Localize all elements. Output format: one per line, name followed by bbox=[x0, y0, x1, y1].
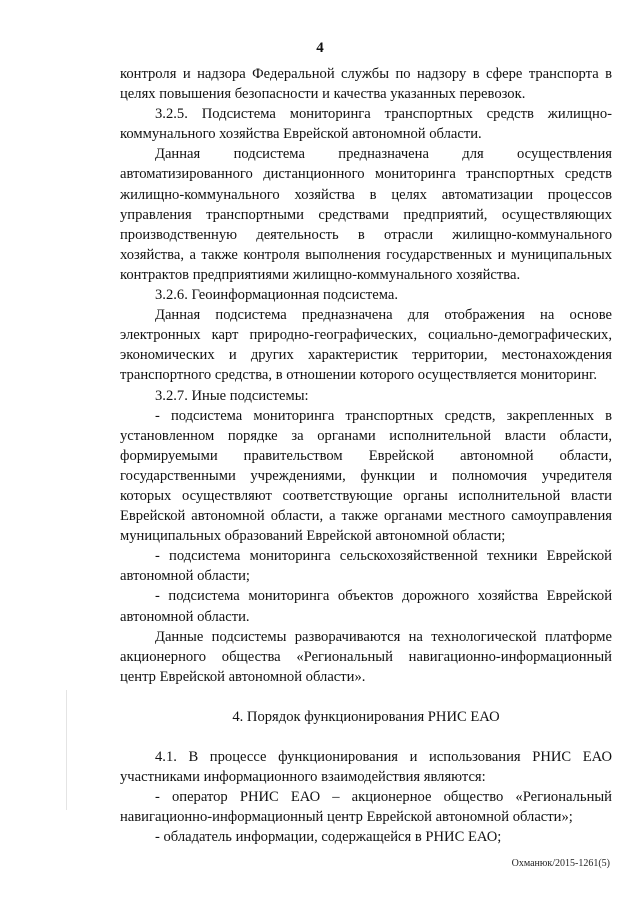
paragraph-3-2-5-description: Данная подсистема предназначена для осуществления автоматизированного дистанционного мониторинга транспортных средств жилищно-коммунального хозяйства в целях автоматизации процессов управления транспортными средствами предприятий, осуществляющих производственную деятельность в отрасли жилищно-коммунального хозяйства, а также контроля выполнения государственных и муниципальных контрактов предприятиями жилищно-коммунального хозяйства. bbox=[120, 146, 612, 283]
list-item-information-owner: - обладатель информации, содержащейся в РНИС ЕАО; bbox=[155, 829, 502, 846]
footer-document-code: Охманюк/2015-1261(5) bbox=[511, 858, 610, 869]
list-item-subsystem-vehicles: - подсистема мониторинга транспортных средств, закрепленных в установленном порядке за органами исполнительной власти области, формируемыми правительством Еврейской автономной области, государственными учреждениями, функции и полномочия учредителя которых осуществляют соответствующие органы исполнительной власти Еврейской автономной области, а также органами местного самоуправления муниципальных образований Еврейской автономной области; bbox=[120, 407, 612, 545]
paragraph-3-2-6-title: 3.2.6. Геоинформационная подсистема. bbox=[155, 287, 399, 304]
page-number: 4 bbox=[316, 40, 324, 56]
paragraph-4-1: 4.1. В процессе функционирования и использования РНИС ЕАО участниками информационного взаимодействия являются: bbox=[120, 749, 612, 786]
section-heading: 4. Порядок функционирования РНИС ЕАО bbox=[232, 708, 500, 725]
section-gap bbox=[120, 687, 612, 707]
paragraph-continuation: контроля и надзора Федеральной службы по надзору в сфере транспорта в целях повышения безопасности и качества указанных перевозок. bbox=[120, 66, 612, 103]
scan-margin-line bbox=[66, 690, 67, 810]
document-body bbox=[120, 64, 612, 847]
paragraph-3-2-7-title: 3.2.7. Иные подсистемы: bbox=[155, 387, 309, 404]
list-item-subsystem-roads: - подсистема мониторинга объектов дорожного хозяйства Еврейской автономной области. bbox=[120, 588, 612, 625]
list-item-operator: - оператор РНИС ЕАО – акционерное общество «Региональный навигационно-информационный центр Еврейской автономной области»; bbox=[120, 789, 612, 826]
section-gap bbox=[120, 727, 612, 747]
paragraph-3-2-6-description: Данная подсистема предназначена для отображения на основе электронных карт природно-географических, социально-демографических, экономических и других характеристик территории, местонахождения транспортного средства, в отношении которого осуществляется мониторинг. bbox=[120, 307, 612, 384]
paragraph-3-2-5-title: 3.2.5. Подсистема мониторинга транспортных средств жилищно-коммунального хозяйства Еврейской автономной области. bbox=[120, 106, 612, 143]
list-item-subsystem-agriculture: - подсистема мониторинга сельскохозяйственной техники Еврейской автономной области; bbox=[120, 548, 612, 585]
paragraph-platform: Данные подсистемы разворачиваются на технологической платформе акционерного общества «Региональный навигационно-информационный центр Еврейской автономной области». bbox=[120, 628, 612, 685]
